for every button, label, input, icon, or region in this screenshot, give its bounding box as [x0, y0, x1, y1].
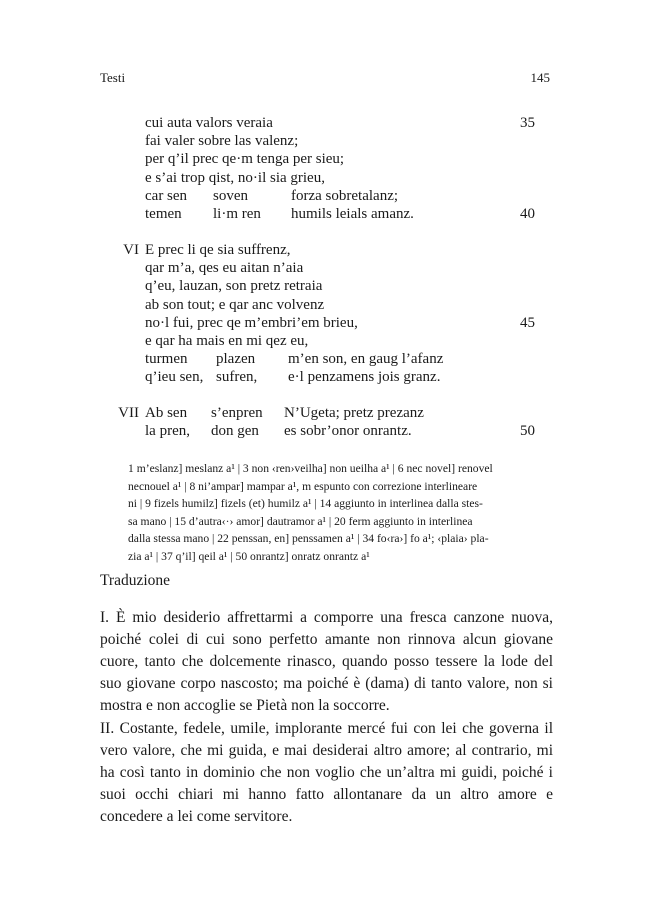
stanza-7: [118, 404, 535, 440]
verse-line: VII Ab sen s’enpren N’Ugeta; pretz prezanz: [145, 404, 535, 422]
section-heading: Traduzione: [100, 572, 171, 589]
apparatus-line: necnouel a¹ | 8 ni’ampar] mampar a¹, m espunto con correzione interlineare: [128, 479, 478, 493]
translation-paragraph-2: II. Costante, fedele, umile, implorante mercé fui con lei che governa il vero valore, che mi guida, e mai desiderai altro amore; al contrario, mi ha così tanto in dominio che non voglio che un’altra mi guidi, poiché i suoi occhi chiari mi hanno fatto allontanare da un altro amore e concedere a lei come servitore.: [100, 720, 553, 825]
critical-apparatus: [128, 460, 524, 566]
verse-line: q’eu, lauzan, son pretz retraia: [145, 278, 323, 295]
verse-line: ab son tout; e qar anc volvenz: [145, 296, 325, 313]
line-number: 35: [520, 115, 535, 131]
apparatus-line: zia a¹ | 37 q’il] qeil a¹ | 50 onrantz] onratz onrantz a¹: [128, 549, 370, 563]
apparatus-line: dalla stessa mano | 22 penssan, en] penssamen a¹ | 34 fo‹ra›] fo a¹; ‹plaia› pla-: [128, 532, 489, 546]
verse-line: q’ieu sen, sufren, e·l penzamens jois granz.: [145, 369, 441, 386]
verse-line: no·l fui, prec qe m’embri’em brieu, 45: [145, 314, 535, 331]
line-number: 40: [520, 205, 535, 222]
apparatus-line: 1 m’eslanz] meslanz a¹ | 3 non ‹ren›veilha] non ueilha a¹ | 6 nec novel] renovel: [128, 462, 493, 475]
verse-line: car sen soven forza sobretalanz;: [145, 187, 399, 204]
verse-line: turmen plazen m’en son, en gaug l’afanz: [145, 351, 444, 368]
line-number: 50: [520, 423, 535, 440]
verse-line: e qar ha mais en mi qez eu,: [145, 332, 309, 349]
stanza-number: VII: [118, 405, 139, 421]
verse-line: VI E prec li qe sia suffrenz,: [145, 241, 535, 259]
verse-line: temen li·m ren humils leials amanz. 40: [145, 205, 535, 222]
verse-line: e s’ai trop qist, no·il sia grieu,: [145, 169, 325, 186]
verse-line: per q’il prec qe·m tenga per sieu;: [145, 151, 345, 168]
verse-line: fai valer sobre las valenz;: [145, 133, 299, 150]
stanza-number: VI: [123, 242, 139, 258]
line-number: 45: [520, 314, 535, 331]
verse-line: la pren, don gen es sobr’onor onrantz. 50: [145, 423, 535, 440]
verse-line: qar m’a, qes eu aitan n’aia: [145, 260, 304, 277]
verse-line: cui auta valors veraia 35: [145, 115, 535, 131]
stanza-5: [145, 114, 535, 223]
page-number: 145: [530, 70, 550, 85]
stanza-6: [123, 241, 535, 387]
running-header: Testi: [100, 70, 126, 85]
translation-paragraph-1: I. È mio desiderio affrettarmi a comporre una fresca canzone nuova, poiché colei di cui sono perfetto amante non rinnova alcun giovane cuore, tanto che dolcemente rinasco, quando posso tessere la lode del suo giovane corpo nascosto; ma poiché è (dama) di tanto valore, non si mostra e non accoglie se Pietà non la soccorre.: [100, 609, 553, 714]
apparatus-line: ni | 9 fizels humilz] fizels (et) humilz a¹ | 14 aggiunto in interlinea dalla stes-: [128, 497, 483, 511]
apparatus-line: sa mano | 15 d’autra‹·› amor] dautramor a¹ | 20 ferm aggiunto in interlinea: [128, 514, 473, 528]
